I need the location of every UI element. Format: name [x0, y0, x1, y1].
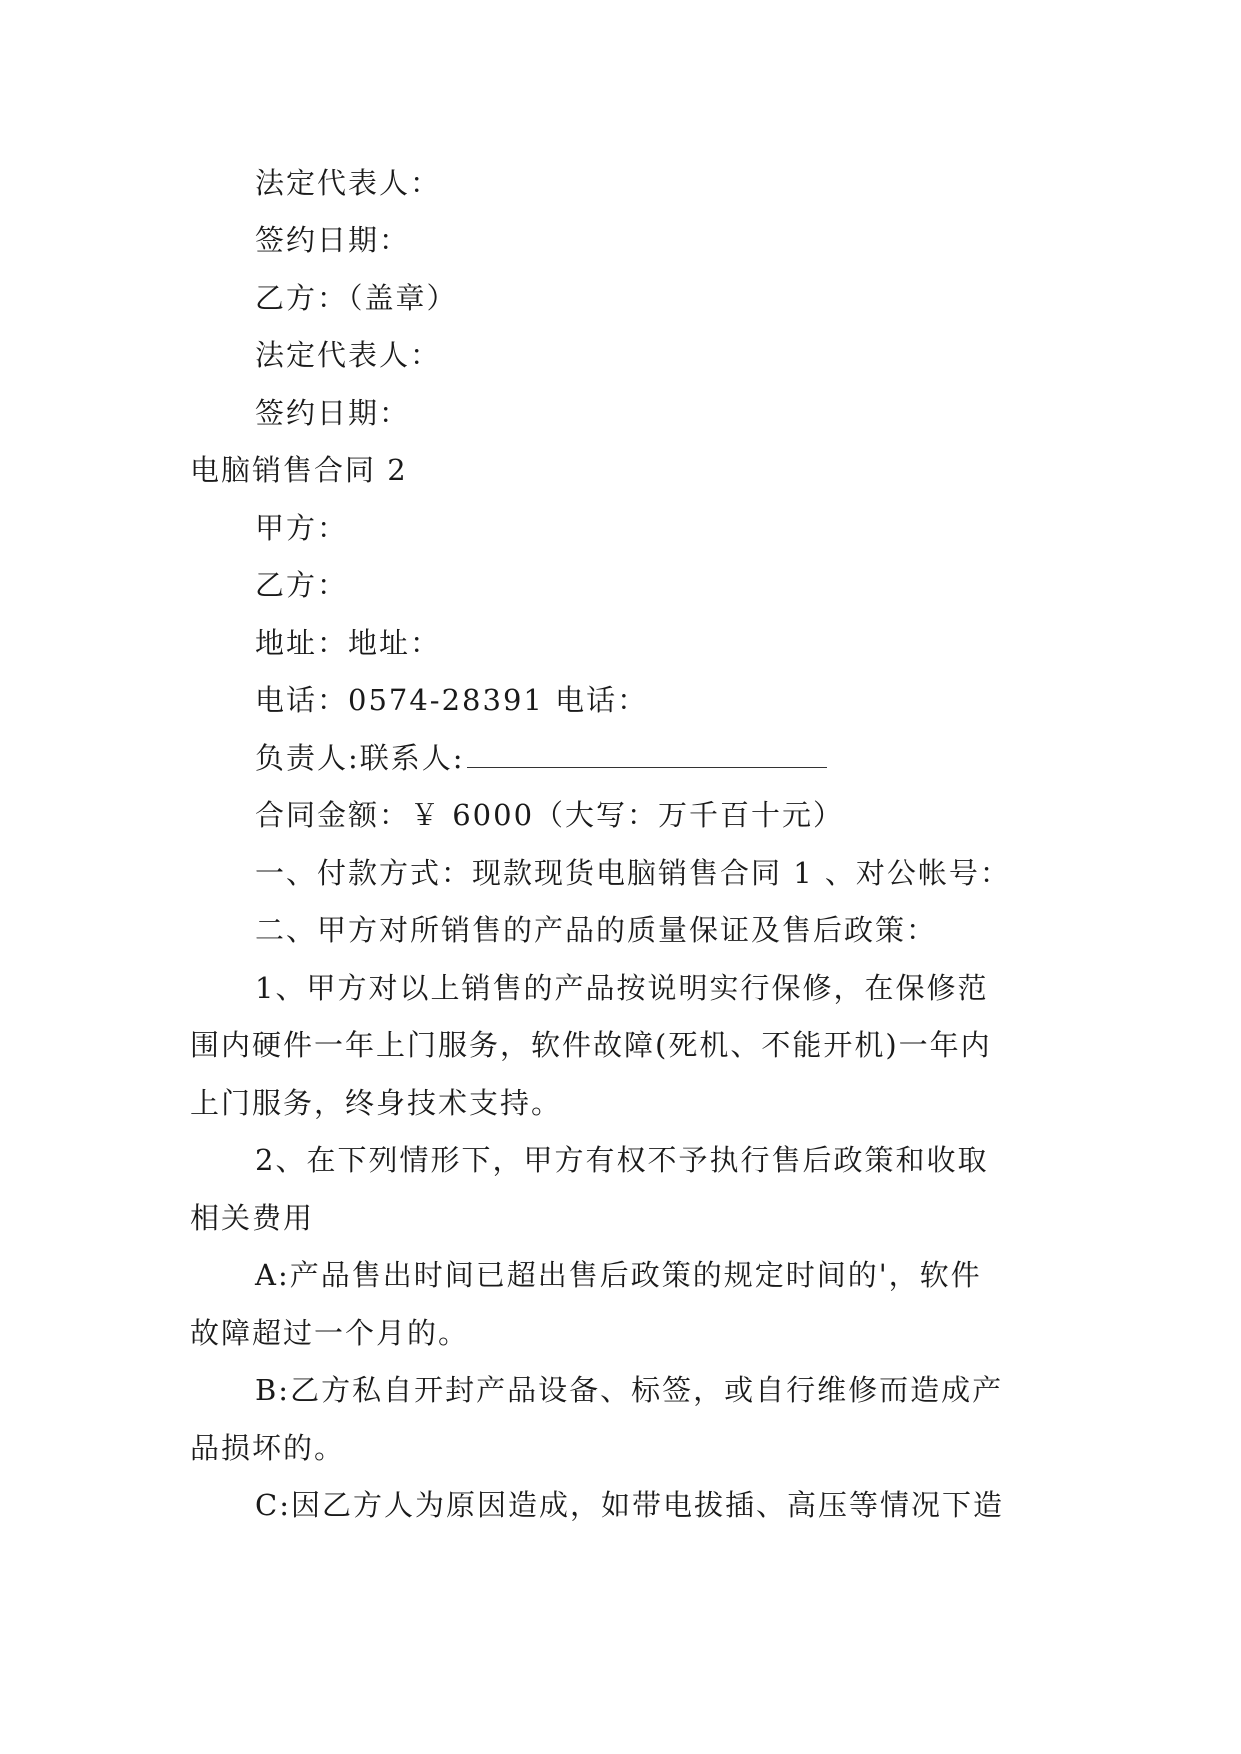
- item-c-line-1: C:因乙方人为原因造成，如带电拔插、高压等情况下造: [255, 1488, 1004, 1522]
- contact-label: 负责人:联系人:: [255, 741, 465, 775]
- item-a-line-1: A:产品售出时间已超出售后政策的规定时间的'，软件: [255, 1258, 982, 1292]
- contact-line: [255, 738, 827, 778]
- item-b-line-2: 品损坏的。: [190, 1431, 346, 1465]
- legal-rep-label-1: 法定代表人：: [255, 166, 442, 200]
- contact-blank-line: [467, 745, 827, 768]
- phone-label: 电话：0574-28391 电话：: [255, 683, 649, 717]
- party-b-label: 乙方：: [255, 568, 349, 602]
- warranty-heading: 二、甲方对所销售的产品的质量保证及售后政策：: [255, 913, 938, 947]
- contract-amount: 合同金额：￥ 6000（大写：万千百十元）: [255, 798, 845, 832]
- payment-method: 一、付款方式：现款现货电脑销售合同 1 、对公帐号：: [255, 856, 1011, 890]
- contract-title: 电脑销售合同 2: [190, 453, 408, 487]
- item-b-line-1: B:乙方私自开封产品设备、标签，或自行维修而造成产: [255, 1373, 1004, 1407]
- clause-2-line-2: 相关费用: [190, 1201, 315, 1235]
- sign-date-label-1: 签约日期：: [255, 223, 411, 257]
- clause-1-line-3: 上门服务，终身技术支持。: [190, 1086, 563, 1120]
- party-a-label: 甲方：: [255, 511, 349, 545]
- clause-1-line-1: 1、甲方对以上销售的产品按说明实行保修，在保修范: [255, 971, 989, 1005]
- clause-2-line-1: 2、在下列情形下，甲方有权不予执行售后政策和收取: [255, 1143, 989, 1177]
- address-label: 地址：地址：: [255, 626, 442, 660]
- legal-rep-label-2: 法定代表人：: [255, 338, 442, 372]
- party-b-seal-label: 乙方：（盖章）: [255, 281, 458, 315]
- sign-date-label-2: 签约日期：: [255, 396, 411, 430]
- item-a-line-2: 故障超过一个月的。: [190, 1316, 470, 1350]
- clause-1-line-2: 围内硬件一年上门服务，软件故障(死机、不能开机)一年内: [190, 1028, 992, 1062]
